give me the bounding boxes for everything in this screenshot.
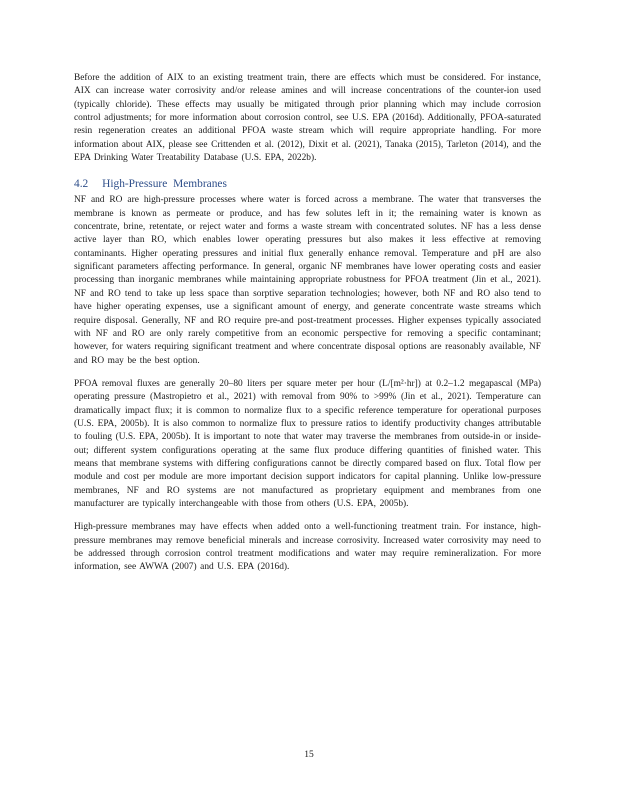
paragraph-nf-ro-overview: NF and RO are high-pressure processes where water is forced across a membrane. The water that transverses the membrane is known as permeate or produce, and has few solutes left in it; the remaining water is known as concentrate, brine, retentate, or reject water and forms a waste stream with concentrated solutes. NF has a less dense active layer than RO, which enables lower operating pressures but also makes it less effective at removing contaminants. Higher operating pressures and initial flux generally enhance removal. Temperature and pH are also significant parameters affecting performance. In general, organic NF membranes have lower operating costs and easier processing than inorganic membranes while maintaining appropriate robustness for PFOA treatment (Jin et al., 2021). NF and RO tend to take up less space than sorptive separation technologies; however, both NF and RO also tend to have higher operating expenses, use a significant amount of energy, and generate concentrate waste streams which require disposal. Generally, NF and RO require pre-and post-treatment processes. Higher expenses typically associated with NF and RO are only rarely competitive from an economic perspective for removing a specific contaminant; however, for waters requiring significant treatment and where concentrate disposal options are reasonably available, NF and RO may be the best option.	[74, 195, 541, 366]
section-title: High-Pressure Membranes	[102, 178, 227, 191]
paragraph-membrane-effects: High-pressure membranes may have effects when added onto a well-functioning treatment train. For instance, high-pressure membranes may remove beneficial minerals and increase corrosivity. Increased water corrosivity may need to be addressed through corrosion control treatment modifications and water may require remineralization. For more information, see AWWA (2007) and U.S. EPA (2016d).	[74, 522, 541, 573]
section-number: 4.2	[74, 178, 89, 191]
section-heading	[74, 177, 541, 191]
paragraph-pfoa-flux: PFOA removal fluxes are generally 20–80 liters per square meter per hour (L/[m²·hr]) at 0.2–1.2 megapascal (MPa) operating pressure (Mastropietro et al., 2021) with removal from 90% to >99% (Jin et al., 2021). Temperature can dramatically impact flux; it is common to normalize flux to a specific reference temperature for operational purposes (U.S. EPA, 2005b). It is also common to normalize flux to pressure ratios to identify productivity changes attributable to fouling (U.S. EPA, 2005b). It is important to note that water may traverse the membranes from outside-in or inside-out; different system configurations operating at the same flux produce differing quantities of finished water. This means that membrane systems with differing configurations cannot be directly compared based on flux. Total flow per module and cost per module are more important decision support indicators for capital planning. Unlike low-pressure membranes, NF and RO systems are not manufactured as proprietary equipment and membranes from one manufacturer are typically interchangeable with those from others (U.S. EPA, 2005b).	[74, 378, 541, 509]
page-number: 15	[304, 750, 314, 760]
document-page	[74, 72, 541, 575]
paragraph-aix-effects: Before the addition of AIX to an existing treatment train, there are effects which must be considered. For instance, AIX can increase water corrosivity and/or release amines and will increase concentrations of the counter-ion used (typically chloride). These effects may usually be mitigated through prior planning which may include corrosion control adjustments; for more information about corrosion control, see U.S. EPA (2016d). Additionally, PFOA-saturated resin regeneration creates an additional PFOA waste stream which will require appropriate handling. For more information about AIX, please see Crittenden et al. (2012), Dixit et al. (2021), Tanaka (2015), Tarleton (2014), and the EPA Drinking Water Treatability Database (U.S. EPA, 2022b).	[74, 73, 541, 164]
